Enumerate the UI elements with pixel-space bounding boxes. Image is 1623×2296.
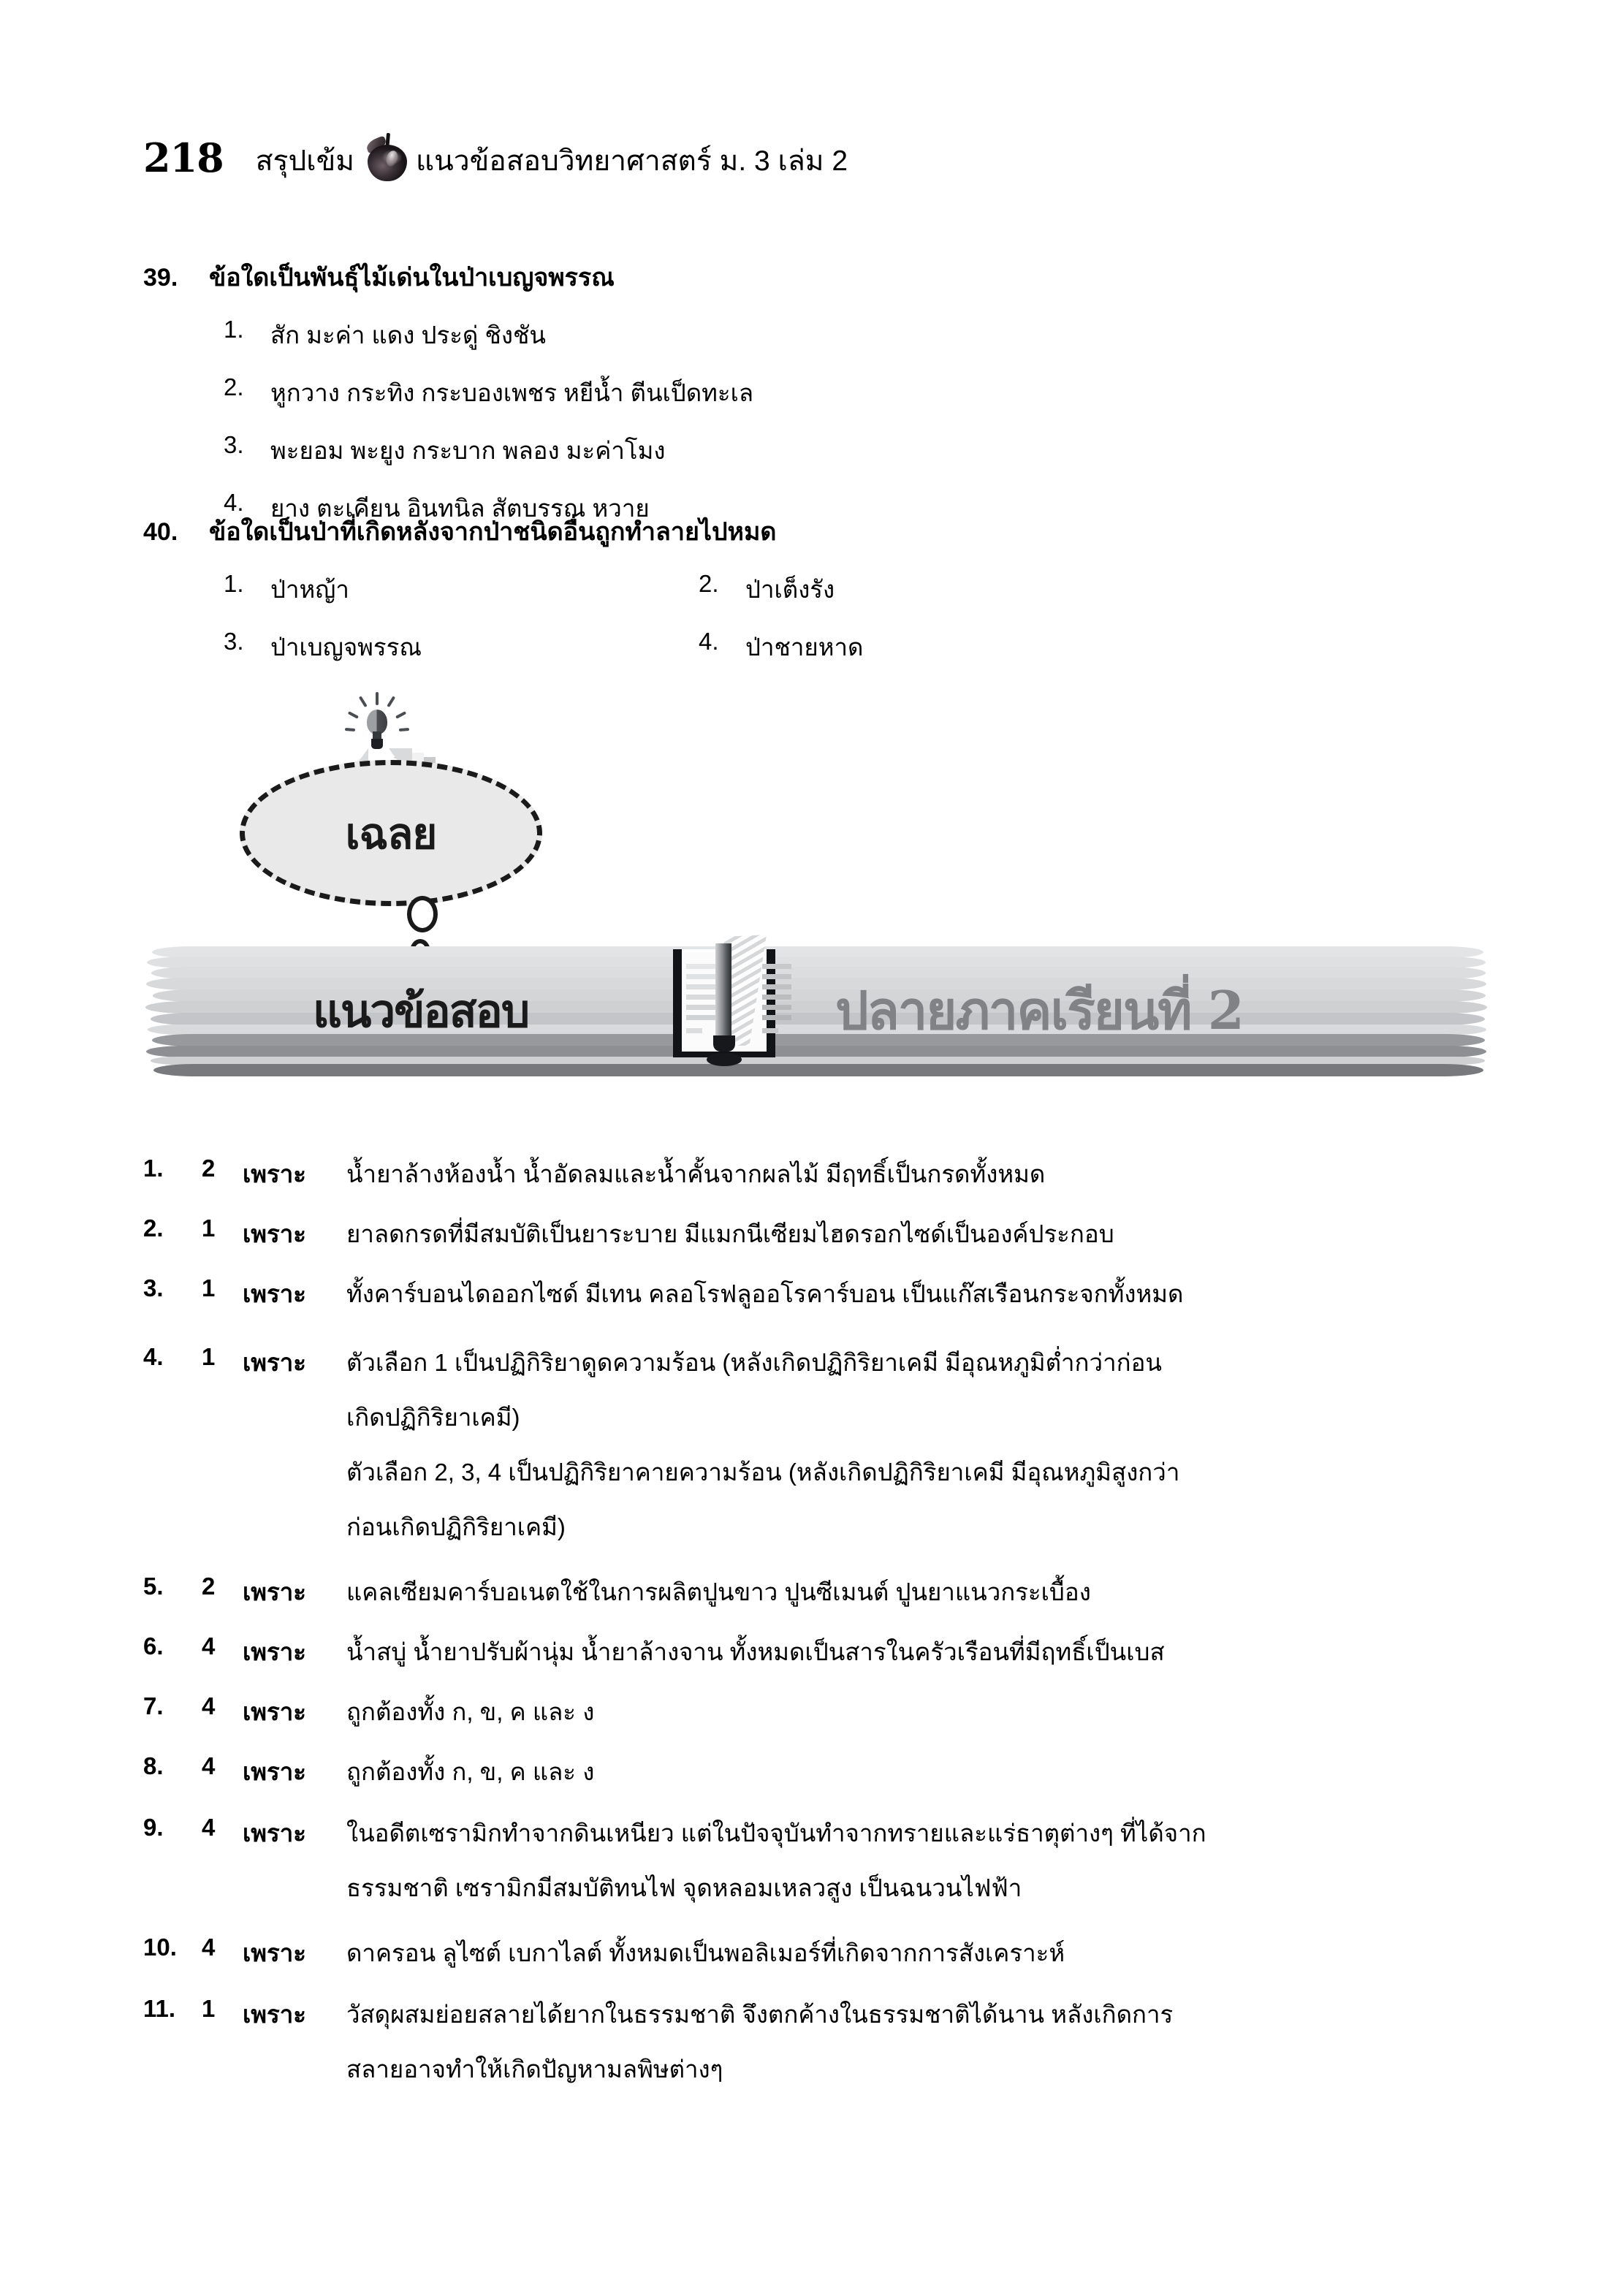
header-label-after: แนวข้อสอบวิทยาศาสตร์ ม. 3 เล่ม 2: [415, 145, 848, 177]
question-block-40: [143, 512, 1481, 666]
answer-explanation: [346, 1214, 1495, 1253]
answer-explanation: [346, 1632, 1495, 1671]
question-block-39: [143, 257, 1481, 528]
book-text-line: [762, 1015, 791, 1020]
answer-number: 2.: [143, 1214, 164, 1242]
answer-because-label: เพราะ: [243, 1349, 307, 1376]
answer-because-label: เพราะ: [243, 1758, 307, 1785]
answer-row: [143, 1995, 1495, 2088]
answer-explanation-line: น้ำสบู่ น้ำยาปรับผ้านุ่ม น้ำยาล้างจาน ทั้งหมดเป็นสารในครัวเรือนที่มีฤทธิ์เป็นเบส: [346, 1638, 1165, 1665]
section-banner: [145, 946, 1488, 1076]
answer-number: 4.: [143, 1343, 164, 1370]
bulb-ray: [387, 696, 395, 707]
answer-number: 11.: [143, 1995, 176, 2022]
choice-text[interactable]: ป่าหญ้า: [270, 576, 349, 603]
answer-explanation: [346, 1573, 1495, 1611]
question-text: ข้อใดเป็นพันธุ์ไม้เด่นในป่าเบญจพรรณ: [209, 264, 615, 292]
book-text-line: [762, 1028, 778, 1033]
answer-explanation: [346, 1814, 1495, 1907]
choice-label: 3.: [224, 431, 244, 458]
answer-because-label: เพราะ: [243, 1939, 307, 1966]
choice-text[interactable]: ป่าเบญจพรรณ: [270, 634, 422, 661]
choice-text[interactable]: หูกวาง กระทิง กระบองเพชร หยีน้ำ ตีนเป็ดทะเล: [270, 379, 754, 406]
choice-label: 1.: [224, 316, 244, 343]
choice-text[interactable]: พะยอม พะยูง กระบาก พลอง มะค่าโมง: [270, 437, 666, 464]
answer-because-label: เพราะ: [243, 1160, 307, 1187]
answer-choice: 4: [202, 1752, 216, 1779]
answer-explanation-line: ตัวเลือก 1 เป็นปฏิกิริยาดูดความร้อน (หลังเกิดปฏิกิริยาเคมี มีอุณหภูมิต่ำกว่าก่อน: [346, 1349, 1162, 1376]
answer-explanation-line: เกิดปฏิกิริยาเคมี): [346, 1404, 520, 1431]
answer-row: [143, 1343, 1495, 1546]
page-number: 218: [143, 134, 224, 181]
answer-row: [143, 1274, 1495, 1313]
banner-title-main: แนวข้อสอบ: [313, 984, 529, 1038]
answer-number: 9.: [143, 1814, 164, 1841]
answer-row: [143, 1752, 1495, 1791]
answer-number: 6.: [143, 1632, 164, 1660]
answer-choice: 1: [202, 1214, 216, 1242]
choice-text[interactable]: ยาง ตะเคียน อินทนิล สัตบรรณ หวาย: [270, 495, 650, 522]
answer-explanation-line: ในอดีตเซรามิกทำจากดินเหนียว แต่ในปัจจุบันทำจากทรายและแร่ธาตุต่างๆ ที่ได้จาก: [346, 1820, 1206, 1847]
book-text-line: [686, 1028, 702, 1033]
bulb-ray: [359, 696, 368, 707]
choice-text[interactable]: ป่าเต็งรัง: [745, 576, 835, 603]
choice-label: 1.: [224, 570, 244, 597]
choice-row: [143, 570, 1481, 609]
bulb-ray: [345, 728, 355, 731]
bulb-ray: [348, 711, 359, 719]
answer-choice: 4: [202, 1632, 216, 1660]
answer-explanation-line: ตัวเลือก 2, 3, 4 เป็นปฏิกิริยาคายความร้อน (หลังเกิดปฏิกิริยาเคมี มีอุณหภูมิสูงกว่า: [346, 1459, 1180, 1486]
book-text-line: [762, 995, 791, 1000]
answer-because-label: เพราะ: [243, 1280, 307, 1307]
answer-row: [143, 1155, 1495, 1193]
choice-label: 4.: [224, 489, 244, 516]
answer-explanation-line: วัสดุผสมย่อยสลายได้ยากในธรรมชาติ จึงตกค้างในธรรมชาติได้นาน หลังเกิดการ: [346, 2001, 1174, 2028]
answer-explanation-line: ธรรมชาติ เซรามิกมีสมบัติทนไฟ จุดหลอมเหลวสูง เป็นฉนวนไฟฟ้า: [346, 1874, 1022, 1901]
answer-explanation: [346, 1934, 1495, 1972]
answer-number: 5.: [143, 1573, 164, 1600]
pen-tip-shape: [713, 1035, 735, 1052]
question-text: ข้อใดเป็นป่าที่เกิดหลังจากป่าชนิดอื่นถูกทำลายไปหมด: [209, 518, 777, 546]
choice-label: 4.: [699, 628, 719, 655]
answer-number: 1.: [143, 1155, 164, 1182]
answer-choice: 4: [202, 1934, 216, 1961]
header-label-before: สรุปเข้ม: [255, 145, 354, 177]
answer-explanation-line: ถูกต้องทั้ง ก, ข, ค และ ง: [346, 1758, 595, 1785]
answer-explanation-line: ก่อนเกิดปฏิกิริยาเคมี): [346, 1513, 566, 1540]
answer-because-label: เพราะ: [243, 1820, 307, 1847]
answer-explanation-line: ถูกต้องทั้ง ก, ข, ค และ ง: [346, 1698, 595, 1725]
book-spine-foot-shape: [707, 1053, 742, 1066]
answer-because-label: เพราะ: [243, 1578, 307, 1605]
answer-because-label: เพราะ: [243, 2001, 307, 2028]
choice-row: [143, 373, 1481, 412]
answer-explanation-line: ยาลดกรดที่มีสมบัติเป็นยาระบาย มีแมกนีเซียมไฮดรอกไซด์เป็นองค์ประกอบ: [346, 1220, 1114, 1247]
book-with-pen-icon: [645, 939, 802, 1072]
answer-row: [143, 1632, 1495, 1671]
choice-text[interactable]: สัก มะค่า แดง ประดู่ ชิงชัน: [270, 322, 546, 349]
bubble-tail-dot: [407, 896, 438, 932]
answer-number: 8.: [143, 1752, 164, 1779]
answer-choice: 1: [202, 1995, 216, 2022]
book-text-line: [762, 964, 791, 969]
answer-explanation-line: ทั้งคาร์บอนไดออกไซด์ มีเทน คลอโรฟลูออโรคาร์บอน เป็นแก๊สเรือนกระจกทั้งหมด: [346, 1280, 1184, 1307]
answer-choice: 2: [202, 1573, 216, 1600]
bulb-ray: [395, 711, 406, 719]
choice-label: 2.: [699, 570, 719, 597]
answer-number: 3.: [143, 1274, 164, 1301]
book-text-line: [762, 984, 791, 989]
answer-explanation-line: น้ำยาล้างห้องน้ำ น้ำอัดลมและน้ำคั้นจากผลไม้ มีฤทธิ์เป็นกรดทั้งหมด: [346, 1160, 1046, 1187]
apple-icon: [365, 130, 410, 181]
page-header: [143, 124, 848, 181]
question-number: 39.: [143, 264, 178, 292]
answer-explanation-line: แคลเซียมคาร์บอเนตใช้ในการผลิตปูนขาว ปูนซีเมนต์ ปูนยาแนวกระเบื้อง: [346, 1578, 1091, 1605]
answer-explanation: [346, 1692, 1495, 1731]
choice-label: 2.: [224, 373, 244, 400]
answer-explanation: [346, 1274, 1495, 1313]
answer-row: [143, 1573, 1495, 1611]
answer-number: 7.: [143, 1692, 164, 1719]
answer-explanation: [346, 1343, 1495, 1546]
answer-explanation: [346, 1155, 1495, 1193]
banner-bar: [146, 1046, 1486, 1057]
book-text-line: [762, 974, 791, 979]
answer-because-label: เพราะ: [243, 1698, 307, 1725]
answer-number: 10.: [143, 1934, 177, 1961]
question-heading: [143, 512, 1481, 551]
bubble-label: เฉลย: [345, 808, 437, 859]
banner-bar: [153, 1064, 1483, 1076]
bulb-glass-shape: [367, 710, 387, 734]
answer-choice: 2: [202, 1155, 216, 1182]
question-number: 40.: [143, 518, 178, 546]
bulb-ray: [376, 692, 379, 705]
choice-row: [143, 628, 1481, 666]
answer-because-label: เพราะ: [243, 1220, 307, 1247]
answer-explanation: [346, 1752, 1495, 1791]
answer-row: [143, 1214, 1495, 1253]
choice-row: [143, 431, 1481, 470]
book-text-line: [762, 1005, 791, 1010]
answer-row: [143, 1814, 1495, 1907]
answer-choice: 4: [202, 1692, 216, 1719]
answer-row: [143, 1934, 1495, 1972]
answer-because-label: เพราะ: [243, 1638, 307, 1665]
choice-row: [143, 316, 1481, 354]
answer-choice: 1: [202, 1274, 216, 1301]
bulb-ray: [399, 728, 409, 731]
pen-shape: [715, 943, 731, 1043]
answer-explanation-line: ดาครอน ลูไซต์ เบกาไลต์ ทั้งหมดเป็นพอลิเมอร์ที่เกิดจากการสังเคราะห์: [346, 1939, 1065, 1966]
answer-explanation-line: สลายอาจทำให้เกิดปัญหามลพิษต่างๆ: [346, 2056, 723, 2083]
answer-choice: 4: [202, 1814, 216, 1841]
answer-bubble: [219, 687, 614, 979]
choice-text[interactable]: ป่าชายหาด: [745, 634, 864, 661]
banner-title-sub: ปลายภาคเรียนที่ 2: [835, 979, 1243, 1041]
answer-choice: 1: [202, 1343, 216, 1370]
answer-explanation: [346, 1995, 1495, 2088]
answer-row: [143, 1692, 1495, 1731]
question-heading: [143, 257, 1481, 297]
choice-label: 3.: [224, 628, 244, 655]
